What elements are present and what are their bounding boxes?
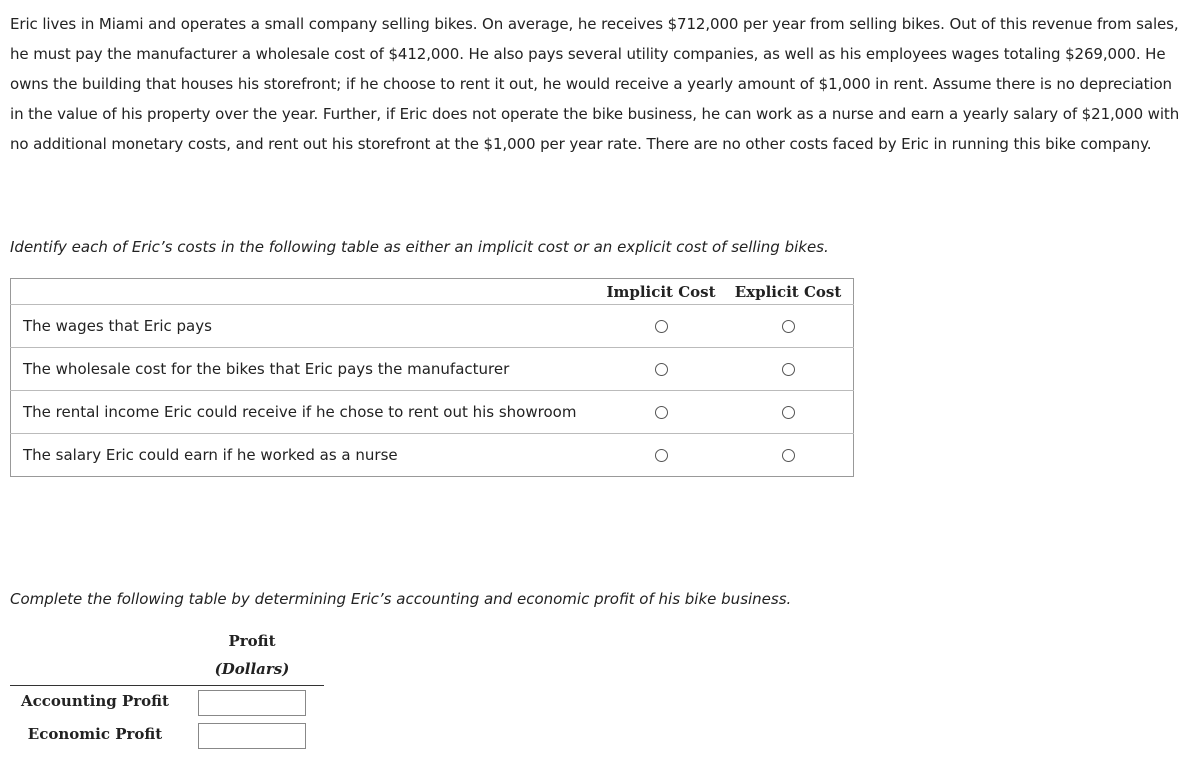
cost-row-wages [11, 305, 854, 348]
cost-row-wholesale [11, 348, 854, 391]
problem-description: Eric lives in Miami and operates a small company selling bikes. On average, he receives $712,000 per year from selling bikes. Out of this revenue from sales, he must pay the manufacturer a wholesale cost of $412,000. He also pays several utility companies, as well as his employees wages totaling $269,000. He owns the building that houses his storefront; if he choose to rent it out, he would receive a yearly amount of $1,000 in rent. Assume there is no depreciation in the value of his property over the year. Further, if Eric does not operate the bike business, he can work as a nurse and earn a yearly salary of $21,000 with no additional monetary costs, and rent out his storefront at the $1,000 per year rate. There are no other costs faced by Eric in running this bike company. [10, 15, 1180, 153]
rental-implicit-radio[interactable] [655, 406, 668, 419]
cost-row-label: The rental income Eric could receive if he chose to rent out his showroom [11, 391, 600, 434]
cost-classification-table [10, 278, 854, 477]
wages-implicit-radio[interactable] [655, 320, 668, 333]
cost-table-header [11, 279, 854, 305]
cost-row-label: The wholesale cost for the bikes that Eric pays the manufacturer [11, 348, 600, 391]
cost-row-nurse-salary [11, 434, 854, 477]
wholesale-implicit-radio[interactable] [655, 363, 668, 376]
profit-table-rule [10, 685, 324, 686]
profit-instruction: Complete the following table by determining Eric’s accounting and economic profit of his bike business. [10, 590, 792, 608]
cost-row-rental-income [11, 391, 854, 434]
explicit-cost-header: Explicit Cost [734, 282, 842, 301]
accounting-profit-input[interactable] [198, 690, 306, 716]
cost-row-label: The wages that Eric pays [11, 305, 600, 348]
salary-explicit-radio[interactable] [782, 449, 795, 462]
salary-implicit-radio[interactable] [655, 449, 668, 462]
wholesale-explicit-radio[interactable] [782, 363, 795, 376]
profit-column-subheader: (Dollars) [214, 660, 290, 678]
wages-explicit-radio[interactable] [782, 320, 795, 333]
cost-instruction: Identify each of Eric’s costs in the following table as either an implicit cost or an explicit cost of selling bikes. [10, 238, 829, 256]
economic-profit-input[interactable] [198, 723, 306, 749]
implicit-cost-header: Implicit Cost [606, 282, 716, 301]
rental-explicit-radio[interactable] [782, 406, 795, 419]
blank-header [11, 279, 600, 305]
accounting-profit-label: Accounting Profit [21, 692, 169, 710]
economic-profit-label: Economic Profit [27, 725, 163, 743]
profit-column-header: Profit [228, 632, 276, 650]
cost-row-label: The salary Eric could earn if he worked as a nurse [11, 434, 600, 477]
